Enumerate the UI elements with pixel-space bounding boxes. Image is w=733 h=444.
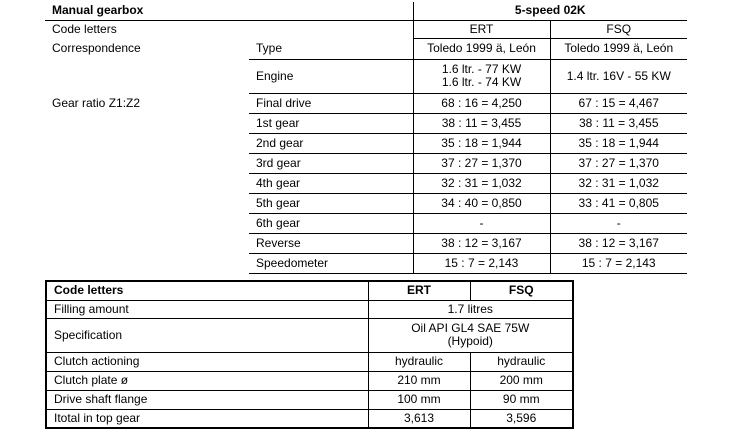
gear-ratio-a: - — [413, 213, 550, 233]
gear-ratio-b: 15 : 7 = 2,143 — [550, 253, 687, 273]
manual-gearbox-table — [45, 2, 687, 274]
engine-a: 1.6 ltr. - 77 KW 1.6 ltr. - 74 KW — [413, 59, 550, 93]
details-header-a: ERT — [368, 281, 470, 300]
gear-row — [45, 153, 687, 173]
gear-ratio-a: 38 : 12 = 3,167 — [413, 233, 550, 253]
gear-ratio-cell — [45, 193, 249, 213]
correspondence-label: Correspondence — [52, 41, 141, 55]
detail-a: 3,613 — [368, 409, 470, 428]
detail-b: hydraulic — [470, 352, 573, 371]
gear-ratio-a: 34 : 40 = 0,850 — [413, 193, 550, 213]
details-header-label: Code letters — [46, 281, 368, 300]
gear-ratio-b: 35 : 18 = 1,944 — [550, 133, 687, 153]
gearbox-details-table — [45, 280, 574, 429]
gear-ratio-cell — [45, 133, 249, 153]
gear-row — [45, 213, 687, 233]
gear-row — [45, 133, 687, 153]
gear-ratio-a: 35 : 18 = 1,944 — [413, 133, 550, 153]
code-b: FSQ — [550, 20, 687, 38]
gear-ratio-a: 37 : 27 = 1,370 — [413, 153, 550, 173]
spec-label: Specification — [46, 318, 368, 352]
gear-ratio-cell — [45, 253, 249, 273]
gear-ratio-b: 38 : 11 = 3,455 — [550, 113, 687, 133]
code-letters-label: Code letters — [45, 20, 413, 38]
detail-row — [46, 352, 573, 371]
detail-label: Itotal in top gear — [46, 409, 368, 428]
correspondence-spacer — [45, 59, 249, 93]
gear-ratio-b: - — [550, 213, 687, 233]
gear-ratio-a: 38 : 11 = 3,455 — [413, 113, 550, 133]
gear-ratio-cell: Gear ratio Z1:Z2 — [52, 95, 141, 110]
gear-ratio-a: 15 : 7 = 2,143 — [413, 253, 550, 273]
gear-ratio-cell — [45, 213, 249, 233]
detail-a: 210 mm — [368, 371, 470, 390]
gear-ratio-cell — [45, 173, 249, 193]
gear-ratio-cell — [45, 153, 249, 173]
type-label: Type — [249, 38, 413, 59]
gear-name: Final drive — [249, 93, 413, 113]
gear-row — [45, 173, 687, 193]
detail-a: hydraulic — [368, 352, 470, 371]
gear-ratio-b: 67 : 15 = 4,467 — [550, 93, 687, 113]
type-b: Toledo 1999 ä, León — [550, 38, 687, 59]
gear-row — [45, 233, 687, 253]
detail-row — [46, 390, 573, 409]
gear-name: 1st gear — [249, 113, 413, 133]
gear-ratio-cell — [45, 233, 249, 253]
detail-label: Drive shaft flange — [46, 390, 368, 409]
spec-value: Oil API GL4 SAE 75W (Hypoid) — [368, 318, 573, 352]
filling-label: Filling amount — [46, 300, 368, 318]
gear-name: 6th gear — [249, 213, 413, 233]
details-header-b: FSQ — [470, 281, 573, 300]
detail-label: Clutch plate ø — [46, 371, 368, 390]
gear-ratio-b: 32 : 31 = 1,032 — [550, 173, 687, 193]
detail-row — [46, 371, 573, 390]
table-title: Manual gearbox — [45, 2, 413, 20]
gear-row — [45, 113, 687, 133]
gear-name: Reverse — [249, 233, 413, 253]
gear-ratio-a: 32 : 31 = 1,032 — [413, 173, 550, 193]
detail-row — [46, 409, 573, 428]
gear-name: 2nd gear — [249, 133, 413, 153]
gearbox-name: 5-speed 02K — [413, 2, 687, 20]
code-a: ERT — [413, 20, 550, 38]
gear-ratio-b: 33 : 41 = 0,805 — [550, 193, 687, 213]
engine-label: Engine — [249, 59, 413, 93]
engine-b: 1.4 ltr. 16V - 55 KW — [550, 59, 687, 93]
gear-ratio-b: 38 : 12 = 3,167 — [550, 233, 687, 253]
gear-name: 4th gear — [249, 173, 413, 193]
gear-name: 5th gear — [249, 193, 413, 213]
detail-label: Clutch actioning — [46, 352, 368, 371]
gear-ratio-a: 68 : 16 = 4,250 — [413, 93, 550, 113]
gear-row — [45, 253, 687, 273]
detail-b: 200 mm — [470, 371, 573, 390]
gear-row — [45, 93, 687, 113]
gear-row — [45, 193, 687, 213]
detail-b: 3,596 — [470, 409, 573, 428]
gear-name: Speedometer — [249, 253, 413, 273]
type-a: Toledo 1999 ä, León — [413, 38, 550, 59]
gear-ratio-cell — [45, 113, 249, 133]
detail-b: 90 mm — [470, 390, 573, 409]
detail-a: 100 mm — [368, 390, 470, 409]
gear-name: 3rd gear — [249, 153, 413, 173]
filling-value: 1.7 litres — [368, 300, 573, 318]
gear-ratio-b: 37 : 27 = 1,370 — [550, 153, 687, 173]
